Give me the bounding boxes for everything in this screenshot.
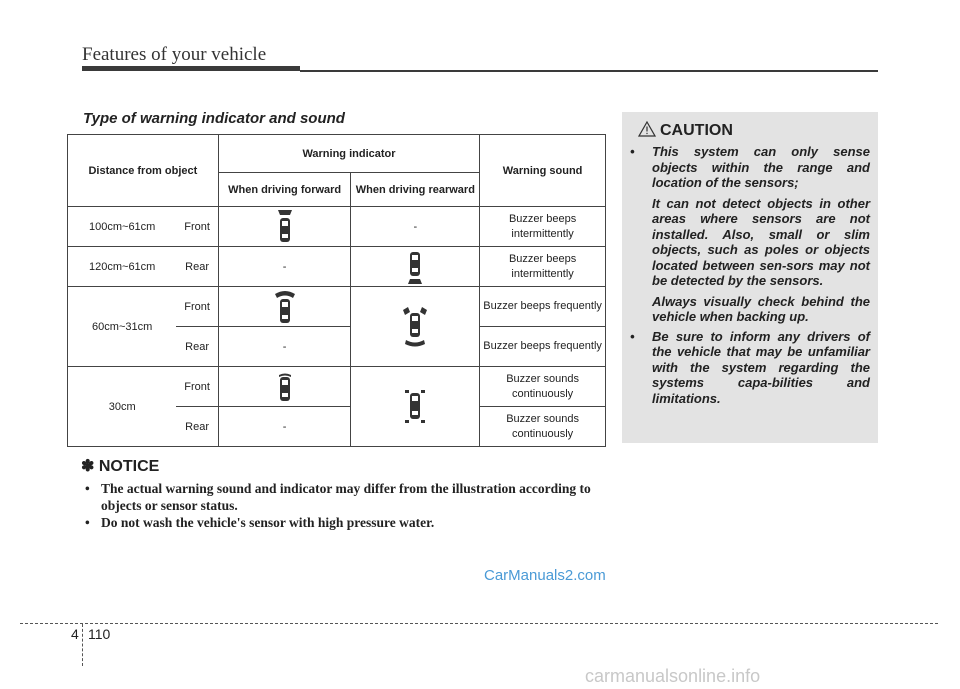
- site-watermark: carmanualsonline.info: [585, 666, 761, 686]
- footer-rule: [20, 623, 938, 624]
- cell-distance: 60cm~31cm: [68, 287, 177, 367]
- cell-position: Front: [176, 207, 218, 247]
- cell-distance: 120cm~61cm: [68, 247, 177, 287]
- caution-list: [630, 144, 870, 406]
- notice-list: [83, 480, 605, 531]
- cell-sound: Buzzer beeps frequently: [480, 287, 606, 327]
- cell-position: Rear: [176, 407, 218, 447]
- cell-sound: Buzzer beeps intermittently: [480, 207, 606, 247]
- cell-forward-indicator: -: [218, 407, 351, 447]
- cell-position: Rear: [176, 247, 218, 287]
- cell-forward-indicator: [218, 367, 351, 407]
- cell-distance: 100cm~61cm: [68, 207, 177, 247]
- cell-forward-indicator: -: [218, 247, 351, 287]
- header-warning-indicator: Warning indicator: [218, 135, 479, 173]
- table-row: [68, 247, 606, 287]
- cell-forward-indicator: -: [218, 327, 351, 367]
- header-driving-forward: When driving forward: [218, 173, 351, 207]
- car-rear-mid-icon: [402, 307, 428, 347]
- car-rear-near-icon: [407, 250, 423, 284]
- cell-forward-indicator: [218, 207, 351, 247]
- watermark-link[interactable]: CarManuals2.com: [484, 567, 606, 584]
- cell-rearward-indicator: [351, 287, 480, 367]
- header-distance: Distance from object: [68, 135, 219, 207]
- table-row: [68, 367, 606, 407]
- warning-triangle-icon: [638, 121, 656, 137]
- car-front-mid-icon: [274, 290, 296, 324]
- footer-divider: [82, 624, 83, 666]
- cell-rearward-indicator: [351, 247, 480, 287]
- table-row: [68, 287, 606, 327]
- header-rule-thin: [300, 70, 878, 72]
- caution-text: Always visually check behind the vehicle when backing up.: [652, 293, 870, 324]
- page-number: 110: [88, 626, 111, 642]
- header-warning-sound: Warning sound: [480, 135, 606, 207]
- caution-item: • Be sure to inform any drivers of the vehicle that may be unfamiliar with the system regarding the systems capa-bilities and limitations.: [630, 329, 870, 407]
- notice-title: ✽ NOTICE: [81, 458, 160, 475]
- car-front-near-icon: [277, 210, 293, 244]
- header-rule-thick: [82, 66, 300, 71]
- cell-rearward-indicator: [351, 367, 480, 447]
- cell-forward-indicator: [218, 287, 351, 327]
- table-row: [68, 207, 606, 247]
- cell-sound: Buzzer sounds continuously: [480, 367, 606, 407]
- cell-position: Front: [176, 287, 218, 327]
- notice-item: • Do not wash the vehicle's sensor with high pressure water.: [83, 514, 605, 531]
- header-driving-rearward: When driving rearward: [351, 173, 480, 207]
- caution-title: CAUTION: [660, 122, 733, 139]
- cell-position: Front: [176, 367, 218, 407]
- caution-text: It can not detect objects in other areas where sensors are not installed. Also, small or slim objects, such as poles or objects located between sen-sors may not be detected by the sensors.: [652, 195, 870, 288]
- section-heading: Type of warning indicator and sound: [83, 110, 345, 127]
- chapter-number: 4: [71, 626, 79, 642]
- caution-item: [630, 144, 870, 325]
- cell-rearward-indicator: -: [351, 207, 480, 247]
- cell-sound: Buzzer sounds continuously: [480, 407, 606, 447]
- warning-table: [67, 134, 606, 447]
- car-rear-close-icon: [404, 387, 426, 427]
- cell-sound: Buzzer beeps frequently: [480, 327, 606, 367]
- caution-text: This system can only sense objects within the range and location of the sensors;: [652, 144, 870, 190]
- car-front-close-icon: [277, 372, 293, 402]
- caution-box: [622, 112, 878, 443]
- page-header-title: Features of your vehicle: [82, 44, 267, 65]
- notice-item: • The actual warning sound and indicator may differ from the illustration according to objects or sensor status.: [83, 480, 605, 514]
- cell-distance: 30cm: [68, 367, 177, 447]
- cell-position: Rear: [176, 327, 218, 367]
- cell-sound: Buzzer beeps intermittently: [480, 247, 606, 287]
